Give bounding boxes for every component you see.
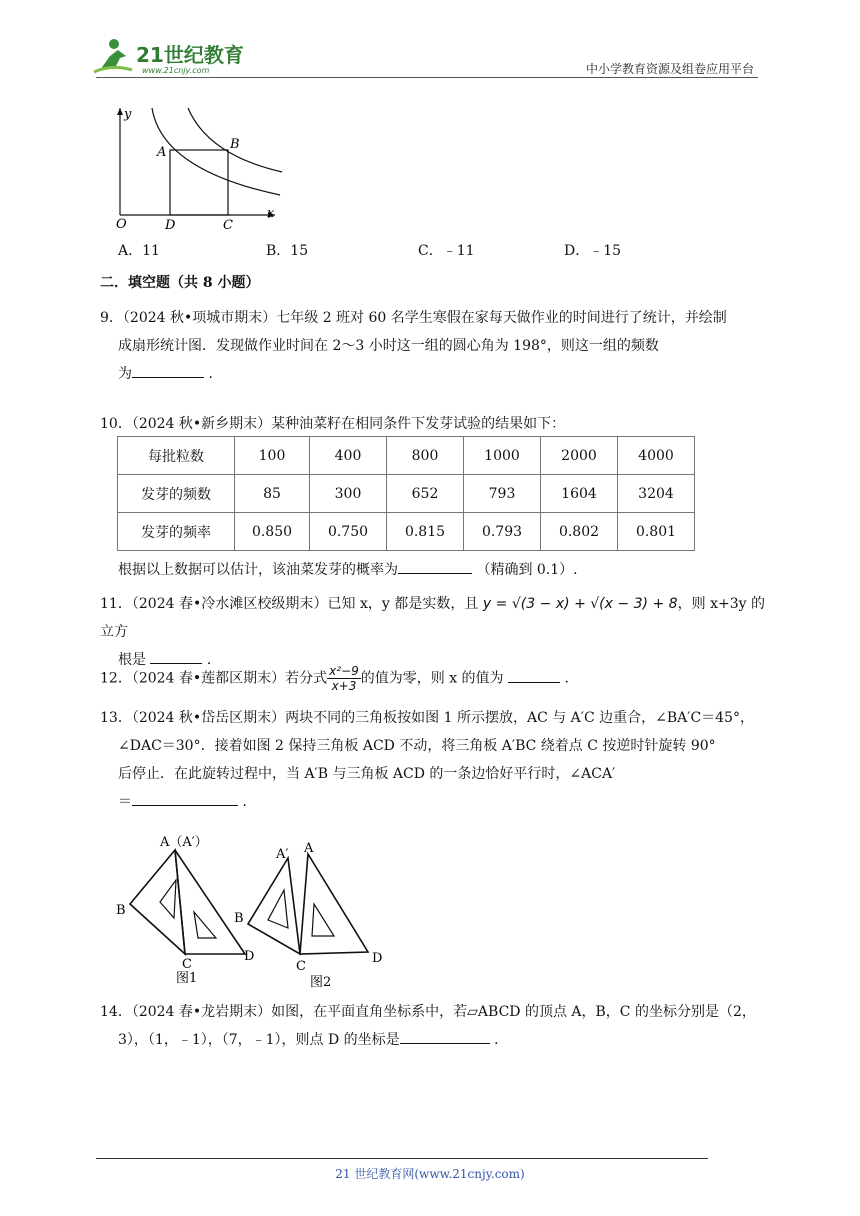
origin-label: O bbox=[116, 217, 127, 230]
table-cell: 发芽的频数 bbox=[118, 475, 235, 513]
point-c-label: C bbox=[223, 218, 233, 230]
question-12 bbox=[100, 664, 765, 693]
q12-answer-blank[interactable] bbox=[508, 666, 560, 683]
q13-line3: 后停止．在此旋转过程中，当 A′B 与三角板 ACD 的一条边恰好平行时，∠ACA′ bbox=[118, 766, 616, 782]
fig2-label-a-prime: A′ bbox=[276, 847, 289, 862]
q9-answer-blank[interactable] bbox=[132, 361, 204, 378]
site-logo bbox=[92, 36, 262, 76]
q11-post: ，则 x+3y 的立方 bbox=[100, 596, 766, 640]
q10-after-pre: 根据以上数据可以估计，该油菜发芽的概率为 bbox=[118, 562, 398, 578]
q13-line4-post: ． bbox=[242, 794, 257, 810]
q11-line2-pre: 根是 bbox=[118, 652, 146, 668]
q13-line4 bbox=[100, 788, 765, 816]
table-cell: 400 bbox=[310, 437, 387, 475]
table-cell: 1000 bbox=[464, 437, 541, 475]
q14-answer-blank[interactable] bbox=[400, 1027, 490, 1044]
q11-formula: y = √(3 − x) + √(x − 3) + 8 bbox=[482, 596, 678, 612]
fig1-label-a: A（A′） bbox=[160, 835, 208, 850]
q11-line2-post: ． bbox=[206, 652, 221, 668]
q9-line3 bbox=[100, 360, 765, 388]
point-d-label: D bbox=[165, 218, 176, 230]
option-d: D．﹣15 bbox=[564, 243, 622, 259]
logo-text: 21世纪教育 bbox=[136, 43, 244, 67]
table-cell: 0.802 bbox=[541, 513, 618, 551]
q9-line3-pre: 为 bbox=[118, 366, 132, 382]
fig1-label-b: B bbox=[116, 903, 126, 918]
table-cell: 3204 bbox=[618, 475, 695, 513]
fig1-inner-acd bbox=[194, 912, 216, 938]
q13-answer-blank[interactable] bbox=[132, 789, 238, 806]
fig2-inner-acd bbox=[312, 904, 334, 936]
x-axis-label: x bbox=[267, 206, 275, 221]
table-cell: 1604 bbox=[541, 475, 618, 513]
q12-denominator: x+3 bbox=[331, 679, 357, 693]
table-cell: 652 bbox=[387, 475, 464, 513]
table-cell: 2000 bbox=[541, 437, 618, 475]
table-cell: 0.793 bbox=[464, 513, 541, 551]
fig2-label-c: C bbox=[296, 959, 306, 974]
table-row bbox=[118, 437, 695, 475]
footer-text: 21 世纪教育网(www.21cnjy.com) bbox=[335, 1167, 525, 1181]
y-axis-label: y bbox=[124, 107, 132, 122]
table-cell: 0.850 bbox=[235, 513, 310, 551]
option-c: C．﹣11 bbox=[418, 243, 475, 259]
fig1-inner-abc bbox=[160, 880, 176, 918]
logo-runner-icon bbox=[92, 36, 262, 76]
q11-answer-blank[interactable] bbox=[150, 647, 202, 664]
q10-after-post: （精确到 0.1）. bbox=[476, 562, 578, 578]
q12-fraction bbox=[327, 664, 361, 693]
q11-pre: 11．（2024 春•冷水滩区校级期末）已知 x，y 都是实数，且 bbox=[100, 596, 479, 612]
q12-pre: 12．（2024 春•莲都区期末）若分式 bbox=[100, 670, 328, 687]
q10-after bbox=[100, 556, 783, 584]
fig1-label-c: C bbox=[182, 957, 192, 972]
q13-line1: 13．（2024 秋•岱岳区期末）两块不同的三角板按如图 1 所示摆放，AC 与 A′C 边重合，∠BA′C＝45°， bbox=[100, 710, 754, 726]
q13-line2: ∠DAC＝30°．接着如图 2 保持三角板 ACD 不动，将三角板 A′BC 绕着点 C 按逆时针旋转 90° bbox=[118, 738, 716, 754]
table-row bbox=[118, 513, 695, 551]
logo-url: www.21cnjy.com bbox=[142, 66, 210, 75]
q14-line2-pre: 3），（1，﹣1），（7，﹣1），则点 D 的坐标是 bbox=[118, 1032, 400, 1048]
section-title: 二．填空题（共 8 小题） bbox=[100, 275, 260, 291]
fig2-triangle-abc bbox=[248, 858, 300, 954]
table-cell: 800 bbox=[387, 437, 464, 475]
table-cell: 300 bbox=[310, 475, 387, 513]
fig1-caption: 图1 bbox=[176, 971, 198, 986]
option-b: B．15 bbox=[266, 243, 309, 259]
table-cell: 793 bbox=[464, 475, 541, 513]
q13-line4-pre: ＝ bbox=[118, 794, 132, 810]
triangle-figures bbox=[110, 832, 400, 992]
q12-numerator: x²−9 bbox=[329, 664, 359, 678]
header-platform-text: 中小学教育资源及组卷应用平台 bbox=[585, 62, 754, 76]
table-cell: 100 bbox=[235, 437, 310, 475]
q9-line2: 成扇形统计图．发现做作业时间在 2～3 小时这一组的圆心角为 198°，则这一组的频数 bbox=[118, 338, 659, 354]
table-cell: 85 bbox=[235, 475, 310, 513]
q9-line3-post: ． bbox=[208, 366, 223, 382]
fig1-label-d: D bbox=[244, 949, 255, 964]
question-9 bbox=[100, 304, 765, 388]
table-cell: 0.815 bbox=[387, 513, 464, 551]
point-b-label: B bbox=[230, 137, 240, 152]
question-11 bbox=[100, 590, 765, 674]
table-cell: 0.750 bbox=[310, 513, 387, 551]
fig2-caption: 图2 bbox=[310, 975, 332, 990]
q12-post: ． bbox=[564, 670, 579, 687]
fig2-inner-abc bbox=[268, 890, 288, 928]
table-cell: 4000 bbox=[618, 437, 695, 475]
point-a-label: A bbox=[157, 145, 167, 160]
question-13 bbox=[100, 704, 765, 816]
q10-table bbox=[117, 436, 695, 551]
fig2-label-d: D bbox=[372, 951, 383, 966]
option-a: A．11 bbox=[118, 243, 160, 259]
q9-line1: 9．（2024 秋•项城市期末）七年级 2 班对 60 名学生寒假在家每天做作业的时间进行了统计，并绘制 bbox=[100, 310, 727, 326]
q11-line1 bbox=[100, 590, 765, 646]
fig2-label-b: B bbox=[234, 911, 244, 926]
question-14 bbox=[100, 998, 765, 1054]
table-cell: 每批粒数 bbox=[118, 437, 235, 475]
q12-mid: 的值为零，则 x 的值为 bbox=[360, 670, 504, 687]
footer-divider bbox=[96, 1158, 708, 1159]
q10-answer-blank[interactable] bbox=[398, 557, 472, 574]
table-row bbox=[118, 475, 695, 513]
header-divider bbox=[96, 77, 758, 78]
fig2-label-a: A bbox=[304, 841, 314, 856]
rectangle-abcd bbox=[170, 150, 228, 215]
q14-line2 bbox=[100, 1026, 765, 1054]
inner-curve bbox=[152, 108, 280, 195]
q14-line1: 14．（2024 春•龙岩期末）如图，在平面直角坐标系中，若▱ABCD 的顶点 A，B，C 的坐标分别是（2， bbox=[100, 1004, 756, 1020]
fig2-triangle-acd bbox=[300, 854, 368, 954]
q10-intro: 10．（2024 秋•新乡期末）某种油菜籽在相同条件下发芽试验的结果如下： bbox=[100, 416, 566, 432]
table-cell: 0.801 bbox=[618, 513, 695, 551]
q14-line2-post: ． bbox=[494, 1032, 509, 1048]
table-cell: 发芽的频率 bbox=[118, 513, 235, 551]
inverse-function-graph bbox=[110, 100, 285, 230]
